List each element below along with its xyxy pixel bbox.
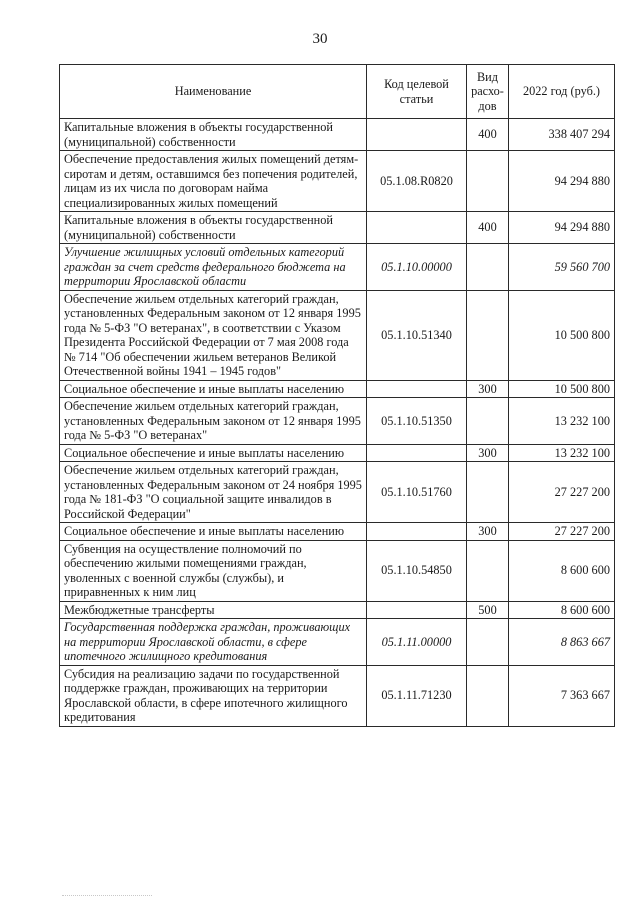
row-code-cell <box>367 380 467 398</box>
table-row <box>60 444 615 462</box>
table-row <box>60 665 615 726</box>
budget-table <box>59 64 615 727</box>
row-type-cell <box>467 244 509 291</box>
page-number: 30 <box>312 31 328 47</box>
row-amount-cell: 59 560 700 <box>509 244 615 291</box>
row-code-cell <box>367 119 467 151</box>
row-type-cell: 400 <box>467 212 509 244</box>
row-type-cell: 300 <box>467 380 509 398</box>
row-name-cell: Социальное обеспечение и иные выплаты населению <box>60 380 367 398</box>
table-row <box>60 244 615 291</box>
row-name-cell: Субвенция на осуществление полномочий по обеспечению жилыми помещениями граждан, уволенных с военной службы (службы), и приравненных к ним лиц <box>60 540 367 601</box>
row-code-cell: 05.1.11.00000 <box>367 619 467 666</box>
row-code-cell: 05.1.11.71230 <box>367 665 467 726</box>
row-name-cell: Государственная поддержка граждан, проживающих на территории Ярославской области, в сфере ипотечного жилищного кредитования <box>60 619 367 666</box>
row-amount-cell: 7 363 667 <box>509 665 615 726</box>
row-code-cell: 05.1.10.00000 <box>367 244 467 291</box>
row-type-cell <box>467 540 509 601</box>
header-amount: 2022 год (руб.) <box>509 65 615 119</box>
row-name-cell: Субсидия на реализацию задачи по государственной поддержке граждан, проживающих на территории Ярославской области, в сфере ипотечного жилищного кредитования <box>60 665 367 726</box>
row-type-cell: 500 <box>467 601 509 619</box>
table-row <box>60 601 615 619</box>
row-code-cell: 05.1.10.51340 <box>367 290 467 380</box>
row-name-cell: Обеспечение жильем отдельных категорий граждан, установленных Федеральным законом от 12 января 1995 года № 5-ФЗ "О ветеранах", в соответствии с Указом Президента Российской Федерации от 7 мая 2008 года № 714 "Об обеспечении жильем ветеранов Великой Отечественной войны 1941 – 1945 годов" <box>60 290 367 380</box>
table-body <box>60 119 615 727</box>
table-row <box>60 151 615 212</box>
row-amount-cell: 94 294 880 <box>509 151 615 212</box>
row-amount-cell: 10 500 800 <box>509 380 615 398</box>
row-code-cell <box>367 523 467 541</box>
table-row <box>60 462 615 523</box>
row-amount-cell: 13 232 100 <box>509 444 615 462</box>
row-amount-cell: 27 227 200 <box>509 462 615 523</box>
table-row <box>60 523 615 541</box>
row-name-cell: Социальное обеспечение и иные выплаты населению <box>60 444 367 462</box>
row-code-cell: 05.1.10.54850 <box>367 540 467 601</box>
row-type-cell: 300 <box>467 444 509 462</box>
row-type-cell: 400 <box>467 119 509 151</box>
table-row <box>60 290 615 380</box>
row-amount-cell: 338 407 294 <box>509 119 615 151</box>
row-type-cell <box>467 462 509 523</box>
row-name-cell: Обеспечение жильем отдельных категорий граждан, установленных Федеральным законом от 24 ноября 1995 года № 181-ФЗ "О социальной защите инвалидов в Российской Федерации" <box>60 462 367 523</box>
row-type-cell <box>467 290 509 380</box>
row-amount-cell: 27 227 200 <box>509 523 615 541</box>
row-amount-cell: 10 500 800 <box>509 290 615 380</box>
row-code-cell <box>367 212 467 244</box>
row-name-cell: Обеспечение предоставления жилых помещений детям-сиротам и детям, оставшимся без попечения родителей, лицам из их числа по договорам найма специализированных жилых помещений <box>60 151 367 212</box>
row-amount-cell: 94 294 880 <box>509 212 615 244</box>
table-row <box>60 398 615 445</box>
row-amount-cell: 8 600 600 <box>509 540 615 601</box>
table-row <box>60 212 615 244</box>
row-code-cell: 05.1.08.R0820 <box>367 151 467 212</box>
row-type-cell <box>467 665 509 726</box>
row-code-cell: 05.1.10.51350 <box>367 398 467 445</box>
row-name-cell: Обеспечение жильем отдельных категорий граждан, установленных Федеральным законом от 12 января 1995 года № 5-ФЗ "О ветеранах" <box>60 398 367 445</box>
row-type-cell: 300 <box>467 523 509 541</box>
row-type-cell <box>467 398 509 445</box>
header-code: Код целевой статьи <box>367 65 467 119</box>
header-type: Вид расхо-дов <box>467 65 509 119</box>
table-row <box>60 119 615 151</box>
row-amount-cell: 8 863 667 <box>509 619 615 666</box>
row-type-cell <box>467 151 509 212</box>
row-amount-cell: 13 232 100 <box>509 398 615 445</box>
row-name-cell: Социальное обеспечение и иные выплаты населению <box>60 523 367 541</box>
header-name: Наименование <box>60 65 367 119</box>
row-name-cell: Межбюджетные трансферты <box>60 601 367 619</box>
scan-edge-mark <box>62 895 152 897</box>
row-code-cell <box>367 444 467 462</box>
row-amount-cell: 8 600 600 <box>509 601 615 619</box>
row-code-cell <box>367 601 467 619</box>
row-name-cell: Капитальные вложения в объекты государственной (муниципальной) собственности <box>60 119 367 151</box>
table-row <box>60 540 615 601</box>
table-row <box>60 619 615 666</box>
row-name-cell: Капитальные вложения в объекты государственной (муниципальной) собственности <box>60 212 367 244</box>
table-row <box>60 380 615 398</box>
row-type-cell <box>467 619 509 666</box>
table-header-row <box>60 65 615 119</box>
row-name-cell: Улучшение жилищных условий отдельных категорий граждан за счет средств федерального бюджета на территории Ярославской области <box>60 244 367 291</box>
row-code-cell: 05.1.10.51760 <box>367 462 467 523</box>
